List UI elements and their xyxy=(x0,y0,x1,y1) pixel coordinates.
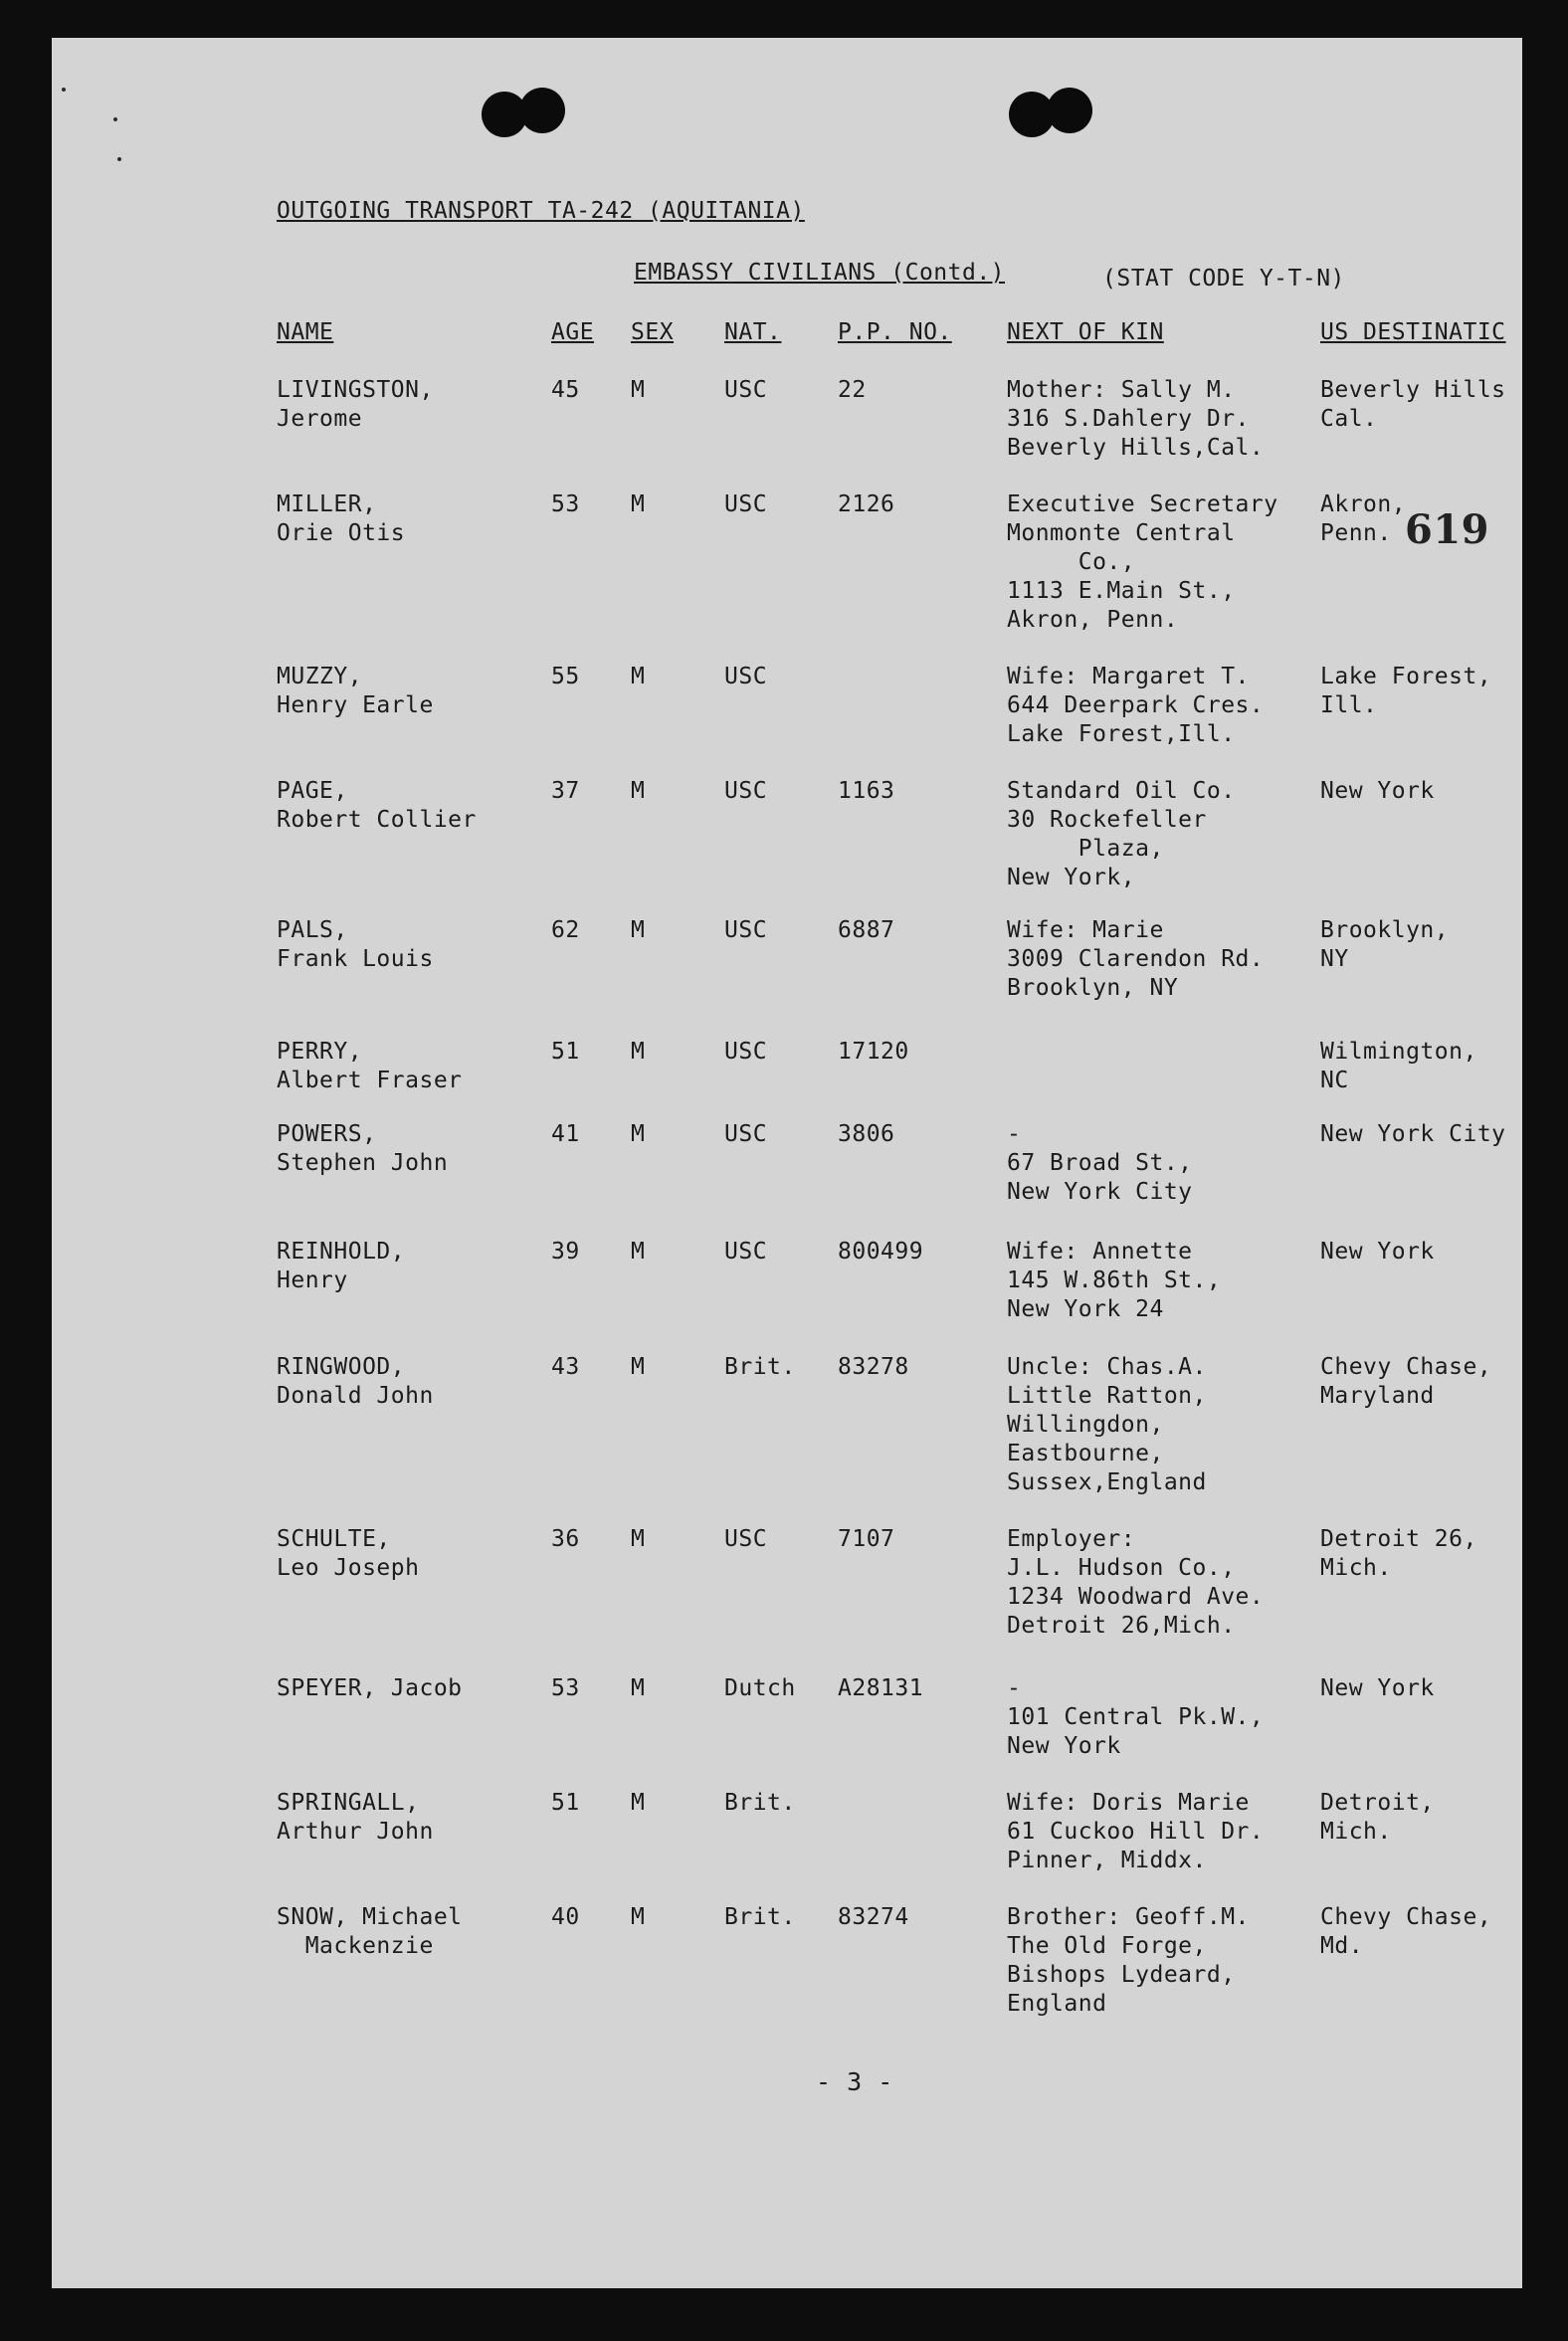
cell-kin: 101 Central Pk.W., xyxy=(1007,1704,1265,1730)
cell-pp: 3806 xyxy=(838,1121,895,1147)
cell-kin: Mother: Sally M. xyxy=(1007,377,1236,403)
cell-dest: Akron, xyxy=(1320,491,1407,517)
page-number: - 3 - xyxy=(816,2067,893,2096)
cell-name: MUZZY, xyxy=(277,664,363,689)
cell-pp: 6887 xyxy=(838,917,895,943)
cell-dest: Detroit, xyxy=(1320,1790,1435,1816)
cell-age: 40 xyxy=(551,1904,580,1930)
column-header-pp: P.P. NO. xyxy=(838,319,952,345)
cell-age: 51 xyxy=(551,1790,580,1816)
cell-dest: Detroit 26, xyxy=(1320,1526,1477,1552)
cell-kin: Standard Oil Co. xyxy=(1007,778,1236,804)
cell-pp: 7107 xyxy=(838,1526,895,1552)
cell-pp: 83278 xyxy=(838,1354,909,1380)
cell-name: Albert Fraser xyxy=(277,1068,463,1093)
cell-nat: USC xyxy=(724,664,768,689)
cell-pp: 2126 xyxy=(838,491,895,517)
cell-age: 51 xyxy=(551,1039,580,1065)
cell-kin: 61 Cuckoo Hill Dr. xyxy=(1007,1819,1265,1845)
cell-nat: USC xyxy=(724,1121,768,1147)
cell-name: Henry xyxy=(277,1268,348,1293)
cell-sex: M xyxy=(631,1239,646,1265)
cell-kin: - xyxy=(1007,1121,1022,1147)
cell-nat: Brit. xyxy=(724,1354,796,1380)
cell-name: Frank Louis xyxy=(277,946,434,972)
cell-kin: Bishops Lydeard, xyxy=(1007,1962,1236,1988)
cell-name: PALS, xyxy=(277,917,348,943)
cell-nat: USC xyxy=(724,1239,768,1265)
cell-dest: Wilmington, xyxy=(1320,1039,1477,1065)
cell-dest: NY xyxy=(1320,946,1349,972)
column-header-age: AGE xyxy=(551,319,595,345)
column-header-nat: NAT. xyxy=(724,319,782,345)
cell-kin: Brooklyn, NY xyxy=(1007,975,1179,1001)
cell-dest: Mich. xyxy=(1320,1555,1392,1581)
cell-kin: 67 Broad St., xyxy=(1007,1150,1193,1176)
stat-code: (STAT CODE Y-T-N) xyxy=(1102,266,1345,292)
cell-kin: The Old Forge, xyxy=(1007,1933,1207,1959)
column-header-kin: NEXT OF KIN xyxy=(1007,319,1164,345)
cell-age: 36 xyxy=(551,1526,580,1552)
cell-name: SCHULTE, xyxy=(277,1526,391,1552)
cell-name: Stephen John xyxy=(277,1150,449,1176)
cell-age: 62 xyxy=(551,917,580,943)
cell-kin: Akron, Penn. xyxy=(1007,607,1179,633)
column-header-sex: SEX xyxy=(631,319,675,345)
cell-name: POWERS, xyxy=(277,1121,377,1147)
cell-name: SNOW, Michael xyxy=(277,1904,463,1930)
cell-kin: Co., xyxy=(1007,549,1136,575)
cell-pp: 83274 xyxy=(838,1904,909,1930)
document-heading: OUTGOING TRANSPORT TA-242 (AQUITANIA) xyxy=(277,198,805,224)
cell-nat: USC xyxy=(724,1526,768,1552)
cell-kin: Executive Secretary xyxy=(1007,491,1278,517)
cell-nat: USC xyxy=(724,377,768,403)
cell-age: 43 xyxy=(551,1354,580,1380)
cell-age: 45 xyxy=(551,377,580,403)
cell-nat: USC xyxy=(724,491,768,517)
cell-kin: Wife: Annette xyxy=(1007,1239,1193,1265)
cell-dest: Penn. xyxy=(1320,520,1392,546)
cell-dest: Ill. xyxy=(1320,692,1378,718)
cell-name: Donald John xyxy=(277,1383,434,1409)
cell-name: PAGE, xyxy=(277,778,348,804)
cell-dest: Brooklyn, xyxy=(1320,917,1450,943)
cell-name: SPRINGALL, xyxy=(277,1790,420,1816)
cell-name: LIVINGSTON, xyxy=(277,377,434,403)
cell-sex: M xyxy=(631,1526,646,1552)
cell-dest: New York xyxy=(1320,778,1435,804)
cell-name: Leo Joseph xyxy=(277,1555,420,1581)
cell-kin: 644 Deerpark Cres. xyxy=(1007,692,1265,718)
cell-kin: England xyxy=(1007,1991,1107,2017)
cell-sex: M xyxy=(631,664,646,689)
cell-age: 53 xyxy=(551,491,580,517)
cell-kin: Brother: Geoff.M. xyxy=(1007,1904,1250,1930)
column-header-name: NAME xyxy=(277,319,334,345)
cell-dest: NC xyxy=(1320,1068,1349,1093)
cell-kin: 1113 E.Main St., xyxy=(1007,578,1236,604)
cell-kin: 30 Rockefeller xyxy=(1007,807,1207,833)
cell-sex: M xyxy=(631,1675,646,1701)
cell-name: RINGWOOD, xyxy=(277,1354,406,1380)
cell-sex: M xyxy=(631,1121,646,1147)
cell-name: PERRY, xyxy=(277,1039,363,1065)
cell-nat: USC xyxy=(724,1039,768,1065)
cell-name: Mackenzie xyxy=(277,1933,434,1959)
cell-age: 39 xyxy=(551,1239,580,1265)
cell-sex: M xyxy=(631,778,646,804)
cell-kin: 145 W.86th St., xyxy=(1007,1268,1222,1293)
cell-dest: Lake Forest, xyxy=(1320,664,1492,689)
column-header-dest: US DESTINATIC xyxy=(1320,319,1506,345)
cell-kin: 1234 Woodward Ave. xyxy=(1007,1584,1265,1610)
cell-dest: New York xyxy=(1320,1675,1435,1701)
cell-kin: Uncle: Chas.A. xyxy=(1007,1354,1207,1380)
cell-name: Henry Earle xyxy=(277,692,434,718)
cell-kin: 316 S.Dahlery Dr. xyxy=(1007,406,1250,432)
cell-name: Arthur John xyxy=(277,1819,434,1845)
cell-sex: M xyxy=(631,1039,646,1065)
cell-dest: Maryland xyxy=(1320,1383,1435,1409)
cell-dest: Beverly Hills xyxy=(1320,377,1506,403)
cell-pp: A28131 xyxy=(838,1675,924,1701)
cell-name: REINHOLD, xyxy=(277,1239,406,1265)
cell-sex: M xyxy=(631,1904,646,1930)
cell-pp: 22 xyxy=(838,377,867,403)
cell-nat: Brit. xyxy=(724,1904,796,1930)
cell-dest: Mich. xyxy=(1320,1819,1392,1845)
cell-kin: Eastbourne, xyxy=(1007,1441,1164,1466)
cell-kin: New York 24 xyxy=(1007,1296,1164,1322)
cell-pp: 800499 xyxy=(838,1239,924,1265)
cell-name: Orie Otis xyxy=(277,520,406,546)
cell-kin: - xyxy=(1007,1675,1022,1701)
cell-kin: Little Ratton, xyxy=(1007,1383,1207,1409)
cell-nat: USC xyxy=(724,917,768,943)
cell-kin: New York, xyxy=(1007,865,1136,890)
cell-pp: 1163 xyxy=(838,778,895,804)
cell-pp: 17120 xyxy=(838,1039,909,1065)
cell-kin: New York City xyxy=(1007,1179,1193,1205)
cell-kin: Wife: Margaret T. xyxy=(1007,664,1250,689)
cell-dest: New York xyxy=(1320,1239,1435,1265)
cell-name: Jerome xyxy=(277,406,363,432)
cell-kin: Lake Forest,Ill. xyxy=(1007,721,1236,747)
cell-name: MILLER, xyxy=(277,491,377,517)
cell-kin: Wife: Doris Marie xyxy=(1007,1790,1250,1816)
cell-dest: Chevy Chase, xyxy=(1320,1354,1492,1380)
document-page xyxy=(52,38,1522,2288)
cell-kin: Beverly Hills,Cal. xyxy=(1007,435,1265,461)
cell-kin: Willingdon, xyxy=(1007,1412,1164,1438)
cell-kin: 3009 Clarendon Rd. xyxy=(1007,946,1265,972)
cell-kin: Employer: xyxy=(1007,1526,1136,1552)
section-subheading: EMBASSY CIVILIANS (Contd.) xyxy=(634,260,1006,286)
cell-sex: M xyxy=(631,377,646,403)
cell-kin: J.L. Hudson Co., xyxy=(1007,1555,1236,1581)
cell-dest: Md. xyxy=(1320,1933,1364,1959)
cell-kin: New York xyxy=(1007,1733,1121,1759)
cell-sex: M xyxy=(631,491,646,517)
cell-dest: New York City xyxy=(1320,1121,1506,1147)
cell-kin: Plaza, xyxy=(1007,836,1164,862)
cell-sex: M xyxy=(631,1790,646,1816)
passenger-table xyxy=(52,38,1522,2288)
cell-age: 53 xyxy=(551,1675,580,1701)
cell-dest: Chevy Chase, xyxy=(1320,1904,1492,1930)
cell-kin: Wife: Marie xyxy=(1007,917,1164,943)
cell-kin: Detroit 26,Mich. xyxy=(1007,1613,1236,1639)
cell-nat: Brit. xyxy=(724,1790,796,1816)
cell-kin: Monmonte Central xyxy=(1007,520,1236,546)
cell-name: SPEYER, Jacob xyxy=(277,1675,463,1701)
cell-age: 41 xyxy=(551,1121,580,1147)
cell-dest: Cal. xyxy=(1320,406,1378,432)
page-stamp-number: 619 xyxy=(1405,506,1489,553)
cell-name: Robert Collier xyxy=(277,807,477,833)
cell-nat: Dutch xyxy=(724,1675,796,1701)
cell-age: 37 xyxy=(551,778,580,804)
cell-nat: USC xyxy=(724,778,768,804)
cell-kin: Sussex,England xyxy=(1007,1469,1207,1495)
cell-kin: Pinner, Middx. xyxy=(1007,1848,1207,1873)
cell-sex: M xyxy=(631,1354,646,1380)
cell-sex: M xyxy=(631,917,646,943)
cell-age: 55 xyxy=(551,664,580,689)
